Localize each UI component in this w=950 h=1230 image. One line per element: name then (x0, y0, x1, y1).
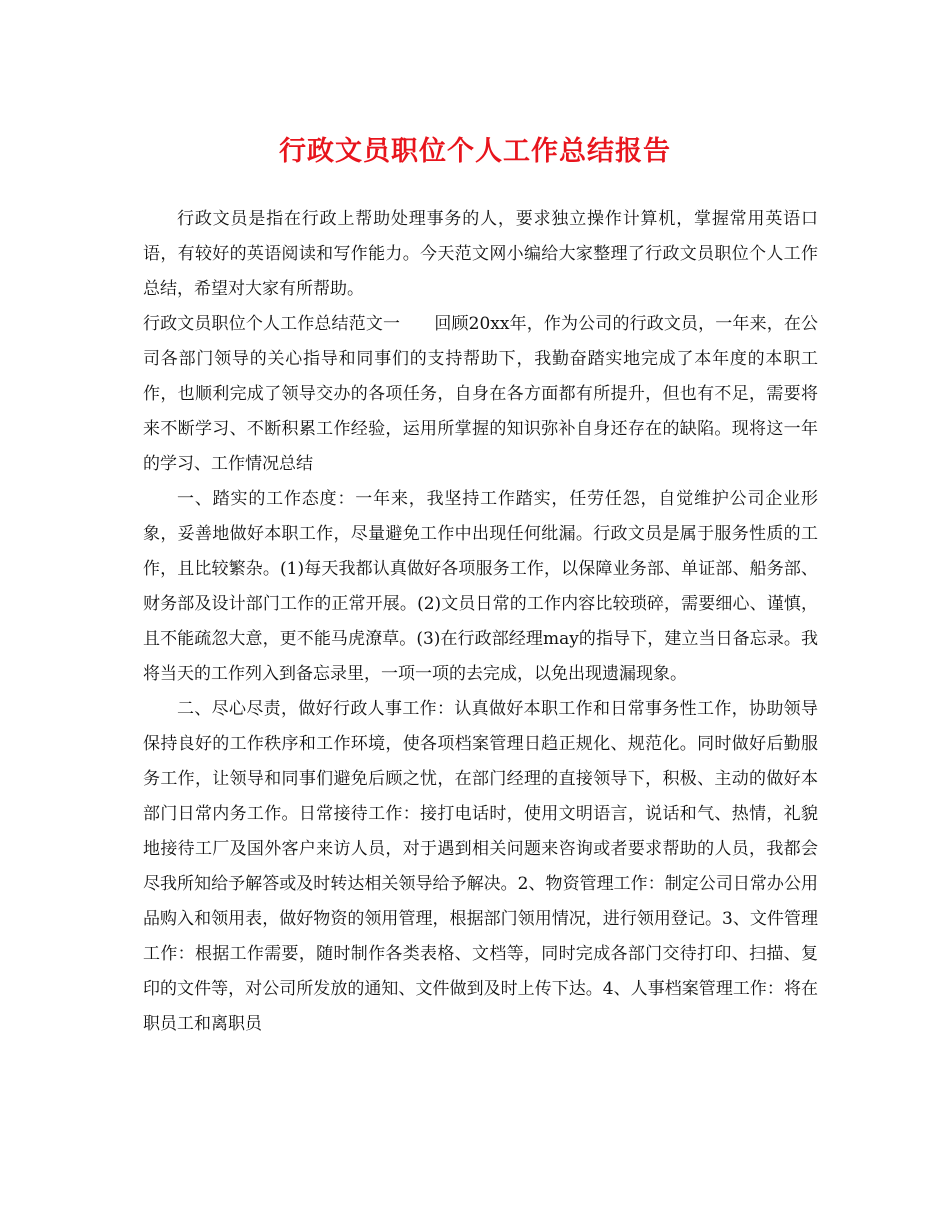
sample-one-paragraph: 行政文员职位个人工作总结范文一 回顾20xx年，作为公司的行政文员，一年来，在公司各部门领导的关心指导和同事们的支持帮助下，我勤奋踏实地完成了本年度的本职工作，也顺利完成了领导交办的各项任务，自身在各方面都有所提升，但也有不足，需要将来不断学习、不断积累工作经验，运用所掌握的知识弥补自身还存在的缺陷。现将这一年的学习、工作情况总结 (143, 314, 818, 474)
intro-paragraph: 行政文员是指在行政上帮助处理事务的人，要求独立操作计算机，掌握常用英语口语，有较好的英语阅读和写作能力。今天范文网小编给大家整理了行政文员职位个人工作总结，希望对大家有所帮助。 (143, 209, 818, 299)
section-one-paragraph: 一、踏实的工作态度：一年来，我坚持工作踏实，任劳任怨，自觉维护公司企业形象，妥善地做好本职工作，尽量避免工作中出现任何纰漏。行政文员是属于服务性质的工作，且比较繁杂。(1)每天我都认真做好各项服务工作，以保障业务部、单证部、船务部、财务部及设计部门工作的正常开展。(2)文员日常的工作内容比较琐碎，需要细心、谨慎，且不能疏忽大意，更不能马虎潦草。(3)在行政部经理may的指导下，建立当日备忘录。我将当天的工作列入到备忘录里，一项一项的去完成，以免出现遗漏现象。 (143, 489, 818, 684)
document-body (143, 202, 818, 1042)
section-two-paragraph: 二、尽心尽责，做好行政人事工作：认真做好本职工作和日常事务性工作，协助领导保持良好的工作秩序和工作环境，使各项档案管理日趋正规化、规范化。同时做好后勤服务工作，让领导和同事们避免后顾之忧，在部门经理的直接领导下，积极、主动的做好本部门日常内务工作。日常接待工作：接打电话时，使用文明语言，说话和气、热情，礼貌地接待工厂及国外客户来访人员，对于遇到相关问题来咨询或者要求帮助的人员，我都会尽我所知给予解答或及时转达相关领导给予解决。2、物资管理工作：制定公司日常办公用品购入和领用表，做好物资的领用管理，根据部门领用情况，进行领用登记。3、文件管理工作：根据工作需要，随时制作各类表格、文档等，同时完成各部门交待打印、扫描、复印的文件等，对公司所发放的通知、文件做到及时上传下达。4、人事档案管理工作：将在职员工和离职员 (143, 699, 818, 1034)
document-title: 行政文员职位个人工作总结报告 (279, 136, 671, 167)
